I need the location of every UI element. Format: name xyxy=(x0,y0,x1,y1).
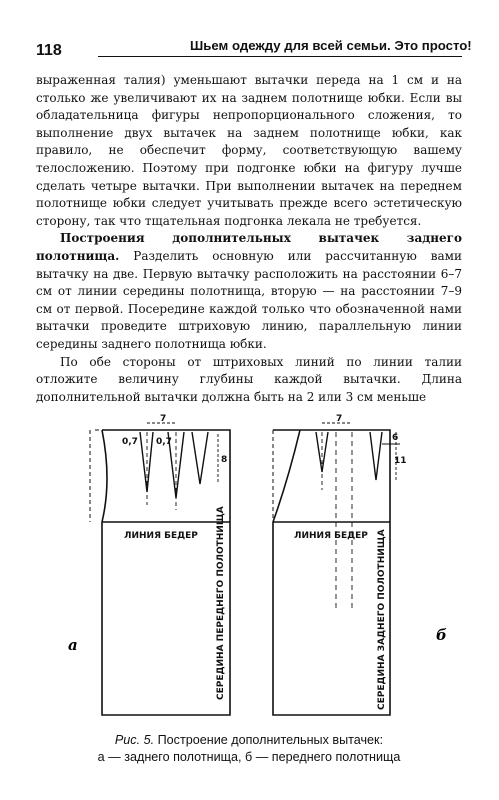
paragraph-2-text: Разделить основную или рассчитанную вами вытачку на две. Первую вытачку расположить на расстоянии 6–7 см от линии середины полотнища, вторую — на расстоянии 7–9 см от первой. Посередине каждой только что обозначенной нами вытачки проведите штриховую линию, параллельную линии середины заднего полотнища юбки. xyxy=(36,248,462,351)
caption-line-1 xyxy=(36,732,462,749)
running-header: Шьем одежду для всей семьи. Это просто! xyxy=(190,38,472,53)
panel-b-dim-right: 11 xyxy=(394,456,407,466)
panel-b-letter: б xyxy=(436,626,447,644)
header-rule xyxy=(98,56,462,57)
panel-b-dim-right-top: 6 xyxy=(392,433,399,443)
panel-a-dim-mid: 0,7 xyxy=(156,437,172,447)
paragraph-3: По обе стороны от штриховых линий по линии талии отложите величину глубины каждой вытачки. Длина дополнительной вытачки должна быть на 2 или 3 см меньше xyxy=(36,354,462,404)
figure-drawing xyxy=(40,410,460,730)
panel-b-hip-line-label: ЛИНИЯ БЕДЕР xyxy=(294,531,368,541)
paragraph-2-heading: Построения дополнительных вытачек заднего полотнища. xyxy=(36,231,462,263)
caption-text-1: Построение дополнительных вытачек: xyxy=(154,733,384,747)
panel-b-center-line-label: СЕРЕДИНА ЗАДНЕГО ПОЛОТНИЩА xyxy=(377,529,387,710)
caption-line-2: а — заднего полотнища, б — переднего полотнища xyxy=(97,750,401,764)
caption-label: Рис. 5. xyxy=(114,733,155,747)
paragraph-1: выраженная талия) уменьшают вытачки переда на 1 см и на столько же увеличивают их на заднем полотнище юбки. Если вы обладательница фигуры непропорционального сложения, то выполнение двух вытачек на заднем полотнище юбки, как правило, не обеспечит форму, соответствующую вашему телосложению. Поэтому при подгонке юбки на фигуру лучше сделать четыре вытачки. При выполнении вытачек на переднем полотнище юбки следует учитывать прежде всего эстетическую сторону, так что тщательная подгонка лекала не требуется. xyxy=(36,73,462,228)
panel-a-center-line-label: СЕРЕДИНА ПЕРЕДНЕГО ПОЛОТНИЩА xyxy=(216,506,226,700)
panel-a-hip-line-label: ЛИНИЯ БЕДЕР xyxy=(124,531,198,541)
figure-caption xyxy=(36,732,462,766)
panel-a-dim-top: 7 xyxy=(160,414,167,424)
body-text xyxy=(36,72,462,406)
panel-a xyxy=(90,423,230,715)
panel-a-letter: а xyxy=(68,636,78,654)
panel-a-dim-side: 8 xyxy=(221,455,228,465)
figure-5 xyxy=(40,410,460,730)
panel-a-dim-left: 0,7 xyxy=(122,437,138,447)
page-number: 118 xyxy=(36,42,62,59)
paragraph-2 xyxy=(36,230,462,353)
panel-b-dim-top: 7 xyxy=(336,414,343,424)
